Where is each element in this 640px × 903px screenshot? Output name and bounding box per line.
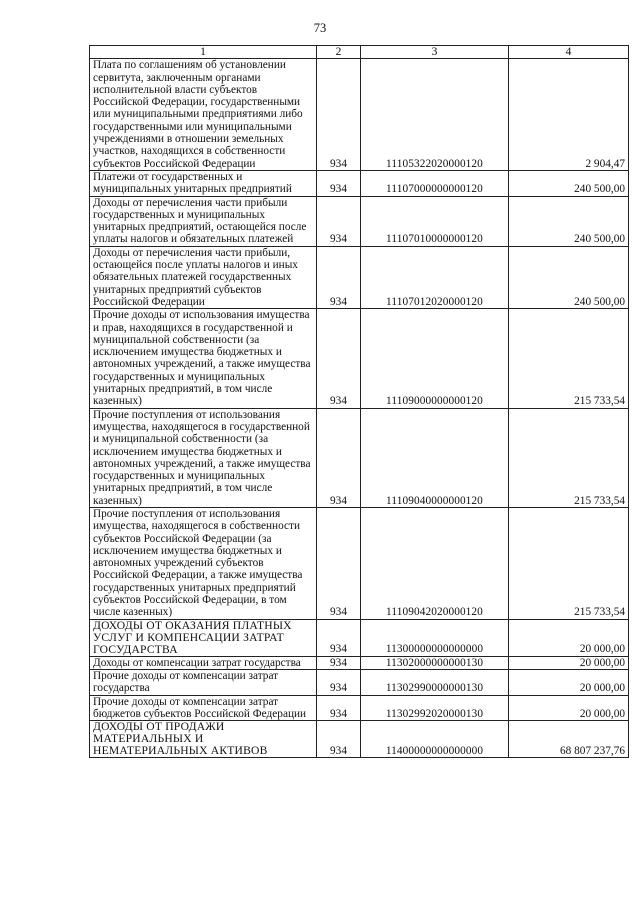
budget-code-cell: 11300000000000000 <box>361 619 509 656</box>
page-number: 73 <box>313 21 327 35</box>
budget-code-cell: 11302000000000130 <box>361 656 509 669</box>
admin-code-cell: 934 <box>317 507 361 619</box>
budget-code-cell: 11109000000000120 <box>361 309 509 408</box>
column-header: 3 <box>361 46 509 59</box>
budget-code-cell: 11105322020000120 <box>361 59 509 171</box>
revenue-name-cell: Прочие доходы от компенсации затрат государства <box>90 669 317 695</box>
revenue-name-cell: Платежи от государственных и муниципальных унитарных предприятий <box>90 170 317 196</box>
table-row <box>90 507 629 619</box>
admin-code-cell: 934 <box>317 196 361 246</box>
amount-cell: 20 000,00 <box>509 695 629 721</box>
amount-cell: 240 500,00 <box>509 246 629 308</box>
budget-code-cell: 11302990000000130 <box>361 669 509 695</box>
admin-code-cell: 934 <box>317 246 361 308</box>
budget-code-cell: 11107010000000120 <box>361 196 509 246</box>
table-row <box>90 619 629 656</box>
admin-code-cell: 934 <box>317 669 361 695</box>
amount-cell: 20 000,00 <box>509 656 629 669</box>
table-row <box>90 309 629 408</box>
admin-code-cell: 934 <box>317 408 361 507</box>
amount-cell: 20 000,00 <box>509 669 629 695</box>
revenue-name-cell: Прочие доходы от использования имущества и прав, находящихся в государственной и муниципальной собственности (за исключением имущества бюджетных и автономных учреждений, а также имущества государственных и муниципальных унитарных предприятий, в том числе казенных) <box>90 309 317 408</box>
table-row <box>90 196 629 246</box>
table-row <box>90 408 629 507</box>
table-header-row <box>90 46 629 59</box>
table-row <box>90 721 629 758</box>
admin-code-cell: 934 <box>317 59 361 171</box>
table-row <box>90 246 629 308</box>
revenue-group-name-cell: ДОХОДЫ ОТ ОКАЗАНИЯ ПЛАТНЫХ УСЛУГ И КОМПЕНСАЦИИ ЗАТРАТ ГОСУДАРСТВА <box>90 619 317 656</box>
revenue-name-cell: Доходы от компенсации затрат государства <box>90 656 317 669</box>
admin-code-cell: 934 <box>317 619 361 656</box>
admin-code-cell: 934 <box>317 170 361 196</box>
budget-code-cell: 11107012020000120 <box>361 246 509 308</box>
amount-cell: 240 500,00 <box>509 196 629 246</box>
amount-cell: 215 733,54 <box>509 309 629 408</box>
revenue-group-name-cell: ДОХОДЫ ОТ ПРОДАЖИ МАТЕРИАЛЬНЫХ И НЕМАТЕРИАЛЬНЫХ АКТИВОВ <box>90 721 317 758</box>
amount-cell: 215 733,54 <box>509 408 629 507</box>
column-header: 4 <box>509 46 629 59</box>
amount-cell: 215 733,54 <box>509 507 629 619</box>
revenue-name-cell: Прочие доходы от компенсации затрат бюджетов субъектов Российской Федерации <box>90 695 317 721</box>
amount-cell: 68 807 237,76 <box>509 721 629 758</box>
amount-cell: 2 904,47 <box>509 59 629 171</box>
table-row <box>90 170 629 196</box>
table-row <box>90 669 629 695</box>
budget-code-cell: 11109042020000120 <box>361 507 509 619</box>
table-row <box>90 59 629 171</box>
admin-code-cell: 934 <box>317 721 361 758</box>
table-row <box>90 695 629 721</box>
admin-code-cell: 934 <box>317 695 361 721</box>
revenue-name-cell: Доходы от перечисления части прибыли государственных и муниципальных унитарных предприятий, остающейся после уплаты налогов и обязательных платежей <box>90 196 317 246</box>
column-header: 1 <box>90 46 317 59</box>
admin-code-cell: 934 <box>317 309 361 408</box>
revenue-name-cell: Прочие поступления от использования имущества, находящегося в собственности субъектов Российской Федерации (за исключением имущества бюджетных и автономных учреждений субъектов Российской Федерации, а также имущества государственных унитарных предприятий субъектов Российской Федерации, в том числе казенных) <box>90 507 317 619</box>
budget-revenue-table <box>89 45 629 758</box>
amount-cell: 20 000,00 <box>509 619 629 656</box>
budget-code-cell: 11400000000000000 <box>361 721 509 758</box>
budget-code-cell: 11107000000000120 <box>361 170 509 196</box>
budget-code-cell: 11109040000000120 <box>361 408 509 507</box>
table-row <box>90 656 629 669</box>
budget-code-cell: 11302992020000130 <box>361 695 509 721</box>
revenue-name-cell: Плата по соглашениям об установлении сервитута, заключенным органами исполнительной власти субъектов Российской Федерации, государственными или муниципальными предприятиями либо государственными или муниципальными учреждениями в отношении земельных участков, находящихся в собственности субъектов Российской Федерации <box>90 59 317 171</box>
revenue-name-cell: Доходы от перечисления части прибыли, остающейся после уплаты налогов и иных обязательных платежей государственных унитарных предприятий субъектов Российской Федерации <box>90 246 317 308</box>
column-header: 2 <box>317 46 361 59</box>
admin-code-cell: 934 <box>317 656 361 669</box>
revenue-name-cell: Прочие поступления от использования имущества, находящегося в государственной и муниципальной собственности (за исключением имущества бюджетных и автономных учреждений, а также имущества государственных и муниципальных унитарных предприятий, в том числе казенных) <box>90 408 317 507</box>
amount-cell: 240 500,00 <box>509 170 629 196</box>
